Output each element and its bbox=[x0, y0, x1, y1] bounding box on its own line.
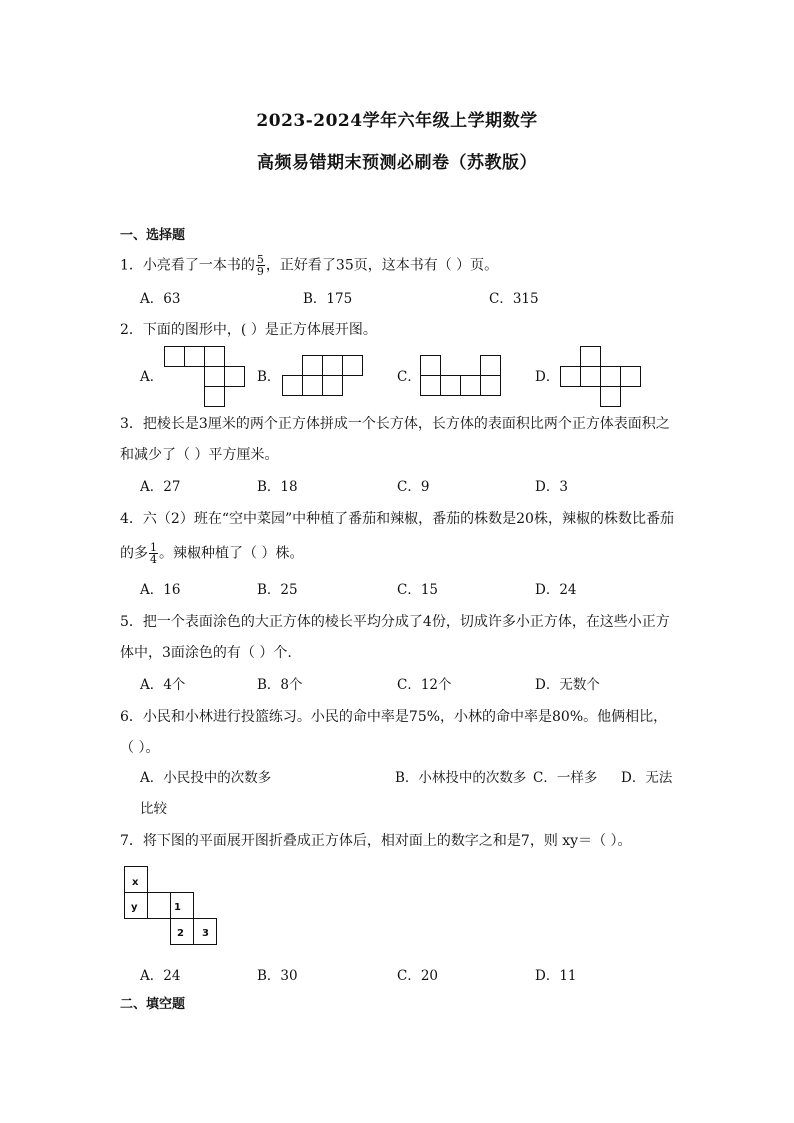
fraction-denominator: 9 bbox=[256, 265, 264, 278]
net-label-3: 3 bbox=[202, 928, 209, 939]
question-7: 7．将下图的平面展开图折叠成正方体后，相对面上的数字之和是7，则 xy＝（ ）。 bbox=[120, 833, 632, 849]
question-2-option-c[interactable]: C． bbox=[397, 369, 421, 385]
question-4-option-c[interactable]: C．15 bbox=[397, 582, 439, 598]
question-2-option-b[interactable]: B． bbox=[257, 369, 281, 385]
question-6-option-d-continued: 比较 bbox=[140, 801, 167, 817]
question-3-option-b[interactable]: B．18 bbox=[257, 479, 298, 495]
question-3-line2: 和减少了（ ）平方厘米。 bbox=[120, 447, 279, 463]
question-4-text-pre: 的多 bbox=[120, 545, 148, 562]
question-3-line1: 3．把棱长是3厘米的两个正方体拼成一个长方体，长方体的表面积比两个正方体表面积之 bbox=[120, 416, 670, 432]
question-3-option-a[interactable]: A．27 bbox=[140, 479, 181, 495]
question-5-option-b[interactable]: B．8个 bbox=[257, 677, 303, 693]
question-5-option-a[interactable]: A．4个 bbox=[140, 677, 186, 693]
question-5-option-d[interactable]: D．无数个 bbox=[535, 677, 600, 693]
net-label-x: x bbox=[132, 877, 139, 888]
question-2: 2．下面的图形中，( ）是正方体展开图。 bbox=[120, 322, 377, 338]
question-2-option-a[interactable]: A． bbox=[140, 369, 164, 385]
question-1-option-b[interactable]: B．175 bbox=[303, 291, 353, 307]
question-1-text-post: ，正好看了35页，这本书有（ ）页。 bbox=[265, 257, 499, 274]
net-label-y: y bbox=[131, 902, 138, 913]
question-5-option-c[interactable]: C．12个 bbox=[397, 677, 452, 693]
question-4-option-a[interactable]: A．16 bbox=[140, 582, 181, 598]
cube-net-d-figure bbox=[560, 346, 642, 408]
question-6-line1: 6．小民和小林进行投篮练习。小民的命中率是75%，小林的命中率是80%。他俩相比， bbox=[120, 709, 668, 725]
question-4-option-b[interactable]: B．25 bbox=[257, 582, 298, 598]
section-multiple-choice-heading: 一、选择题 bbox=[120, 228, 186, 243]
question-4-line1: 4．六（2）班在“空中菜园”中种植了番茄和辣椒，番茄的株数是20株，辣椒的株数比番茄 bbox=[120, 511, 674, 527]
cube-net-b-figure bbox=[282, 355, 364, 397]
question-6-line2: （ ）。 bbox=[120, 740, 160, 756]
question-7-option-d[interactable]: D．11 bbox=[535, 968, 577, 984]
question-3-option-d[interactable]: D．3 bbox=[535, 479, 568, 495]
question-7-option-b[interactable]: B．30 bbox=[257, 968, 298, 984]
fraction-denominator: 4 bbox=[150, 553, 157, 566]
exam-title-line1: 2023-2024学年六年级上学期数学 bbox=[256, 111, 538, 131]
question-1 bbox=[120, 254, 680, 277]
question-6-option-b[interactable]: B．小林投中的次数多 bbox=[395, 770, 527, 786]
question-3-option-c[interactable]: C．9 bbox=[397, 479, 430, 495]
question-6-option-a[interactable]: A．小民投中的次数多 bbox=[140, 770, 272, 786]
question-5-line2: 体中，3面涂色的有（ ）个. bbox=[120, 645, 292, 661]
section-fill-in-heading: 二、填空题 bbox=[120, 997, 186, 1012]
cube-net-a-figure bbox=[164, 346, 246, 408]
question-1-option-a[interactable]: A．63 bbox=[140, 291, 181, 307]
question-4-line2 bbox=[120, 542, 680, 565]
question-4-fraction bbox=[149, 542, 158, 565]
net-label-1: 1 bbox=[174, 902, 181, 913]
question-4-option-d[interactable]: D．24 bbox=[535, 582, 577, 598]
question-1-option-c[interactable]: C．315 bbox=[489, 291, 539, 307]
cube-net-c-figure bbox=[420, 355, 502, 397]
question-6-option-d[interactable]: D．无法 bbox=[621, 770, 673, 786]
question-1-text-pre: 1．小亮看了一本书的 bbox=[120, 257, 255, 274]
question-5-line1: 5．把一个表面涂色的大正方体的棱长平均分成了4份，切成许多小正方体，在这些小正方 bbox=[120, 614, 670, 630]
net-label-2: 2 bbox=[177, 928, 184, 939]
exam-title-line2: 高频易错期末预测必刷卷（苏教版） bbox=[257, 153, 537, 173]
question-7-net-figure bbox=[124, 866, 218, 946]
fraction-numerator: 1 bbox=[150, 541, 157, 554]
question-2-option-d[interactable]: D． bbox=[535, 369, 560, 385]
question-4-text-post: 。辣椒种植了（ ）株。 bbox=[159, 545, 304, 562]
question-1-fraction bbox=[256, 254, 265, 277]
question-6-option-c[interactable]: C．一样多 bbox=[533, 770, 598, 786]
fraction-numerator: 5 bbox=[256, 253, 264, 266]
question-7-option-c[interactable]: C．20 bbox=[397, 968, 439, 984]
question-7-option-a[interactable]: A．24 bbox=[140, 968, 181, 984]
